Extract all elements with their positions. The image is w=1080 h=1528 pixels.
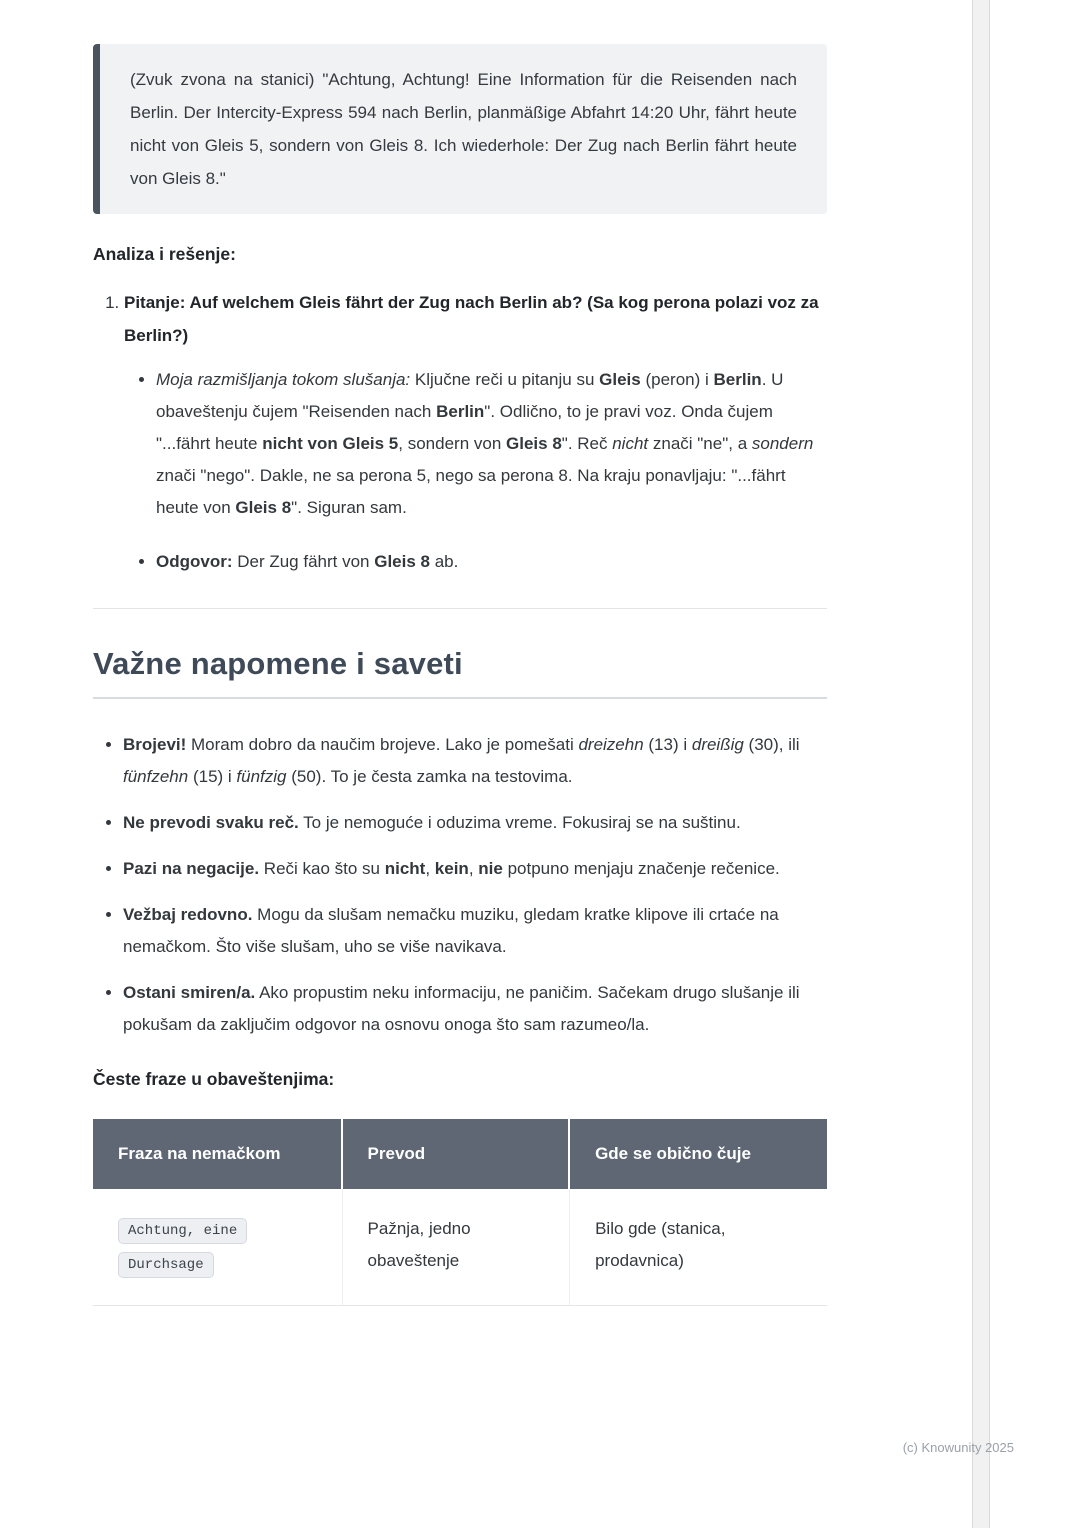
cell-context: Bilo gde (stanica, prodavnica): [570, 1189, 827, 1306]
answer-text: • Odgovor: Der Zug fährt von Gleis 8 ab.: [156, 552, 459, 571]
phrases-table-header: [93, 1119, 827, 1189]
column-header-translation: Prevod: [343, 1119, 571, 1189]
tip-text: • Vežbaj redovno. Mogu da slušam nemačku muziku, gledam kratke klipove ili crtaće na nemačkom. Što više slušam, uho se više navikava.: [123, 905, 779, 956]
analysis-points: [124, 364, 827, 578]
tip-item: [123, 977, 827, 1041]
analysis-list: [93, 286, 827, 578]
cell-german-phrase: Achtung, eine Durchsage: [93, 1189, 343, 1306]
announcement-text: (Zvuk zvona na stanici) "Achtung, Achtung! Eine Information für die Reisenden nach Berlin. Der Intercity-Express 594 nach Berlin, planmäßige Abfahrt 14:20 Uhr, fährt heute nicht von Gleis 5, sondern von Gleis 8. Ich wiederhole: Der Zug nach Berlin fährt heute von Gleis 8.": [130, 70, 797, 188]
tip-item: [123, 853, 827, 885]
tips-list: [93, 729, 827, 1041]
thoughts-item: [156, 364, 827, 524]
section-title: Važne napomene i saveti: [93, 645, 827, 699]
scrollbar[interactable]: [972, 0, 990, 1528]
watermark: (c) Knowunity 2025: [902, 1440, 1014, 1455]
tip-item: [123, 899, 827, 963]
phrases-table-body: [93, 1189, 827, 1306]
phrases-heading: Česte fraze u obaveštenjima:: [93, 1069, 335, 1089]
table-row: [93, 1189, 827, 1306]
answer-item: [156, 546, 827, 578]
tip-item: [123, 807, 827, 839]
tip-text: • Ne prevodi svaku reč. To je nemoguće i oduzima vreme. Fokusiraj se na suštinu.: [123, 813, 741, 832]
analysis-item: [124, 286, 827, 578]
section-divider: [93, 608, 827, 609]
announcement-blockquote: [93, 44, 827, 214]
column-header-context: Gde se obično čuje: [570, 1119, 827, 1189]
cell-translation: Pažnja, jedno obaveštenje: [343, 1189, 571, 1306]
column-header-german: Fraza na nemačkom: [93, 1119, 343, 1189]
tip-text: • Ostani smiren/a. Ako propustim neku informaciju, ne paničim. Sačekam drugo slušanje ili pokušam da zaključim odgovor na osnovu onoga što sam razumeo/la.: [123, 983, 800, 1034]
phrases-table: [93, 1119, 827, 1306]
analysis-heading: Analiza i rešenje:: [93, 244, 236, 264]
tip-item: [123, 729, 827, 793]
tip-text: • Pazi na negacije. Reči kao što su nicht, kein, nie potpuno menjaju značenje rečenice.: [123, 859, 780, 878]
table-header-row: [93, 1119, 827, 1189]
thoughts-text: • Moja razmišljanja tokom slušanja: Ključne reči u pitanju su Gleis (peron) i Berlin. U obaveštenju čujem "Reisenden nach Berlin". Odlično, to je pravi voz. Onda čujem "...fährt heute nicht von Gleis 5, sondern von Gleis 8". Reč nicht znači "ne", a sondern znači "nego". Dakle, ne sa perona 5, nego sa perona 8. Na kraju ponavljaju: "...fährt heute von Gleis 8". Siguran sam.: [156, 370, 814, 517]
question-text: 1. Pitanje: Auf welchem Gleis fährt der Zug nach Berlin ab? (Sa kog perona polazi voz za Berlin?): [124, 293, 819, 345]
tip-text: • Brojevi! Moram dobro da naučim brojeve. Lako je pomešati dreizehn (13) i dreißig (30), ili fünfzehn (15) i fünfzig (50). To je česta zamka na testovima.: [123, 735, 800, 786]
document-content: [93, 0, 827, 1306]
